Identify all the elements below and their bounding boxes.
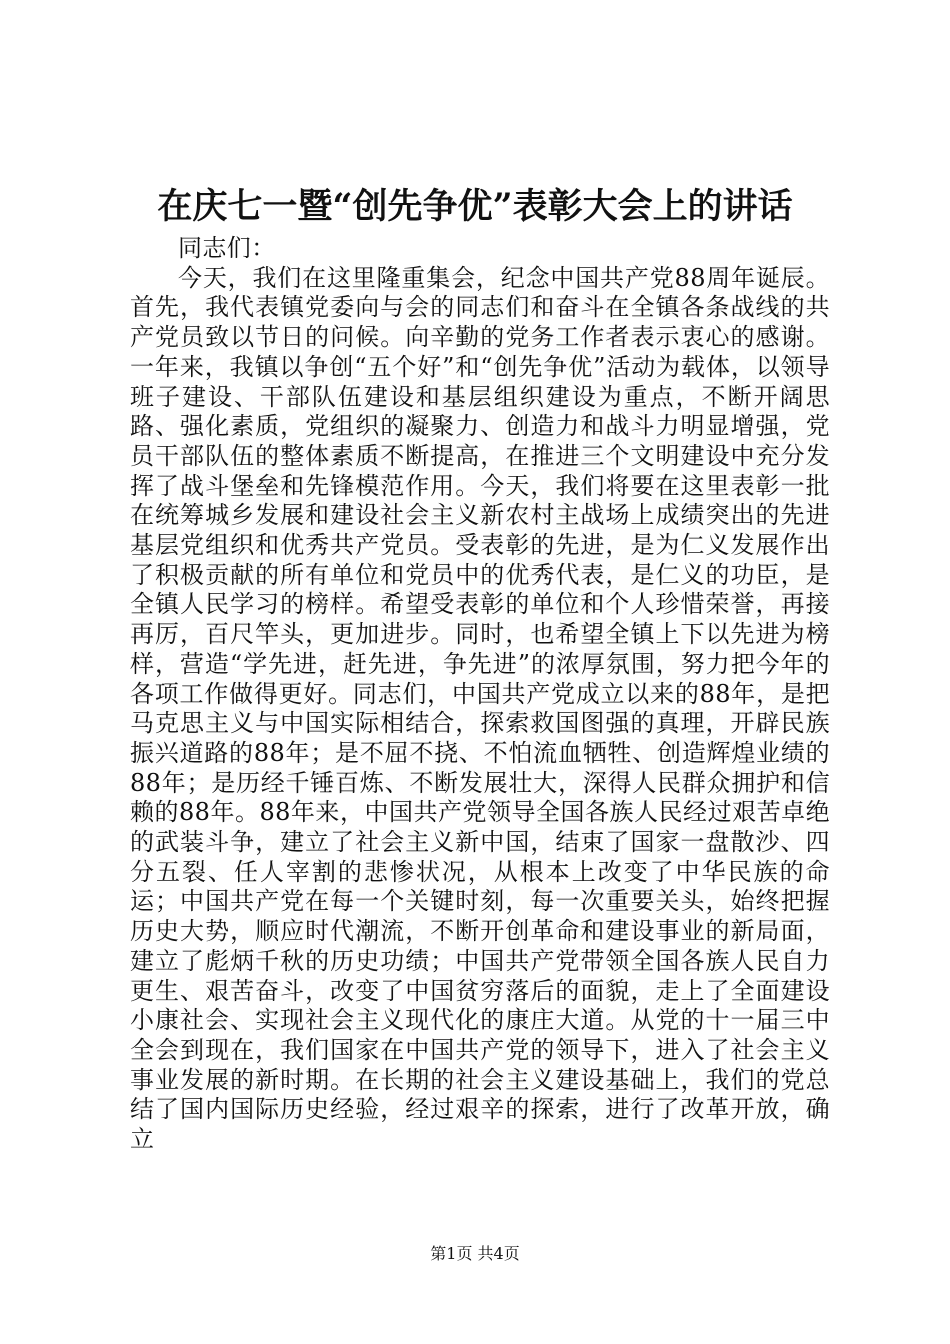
document-title: 在庆七一暨“创先争优”表彰大会上的讲话 bbox=[157, 186, 793, 227]
document-body bbox=[130, 234, 830, 1155]
body-paragraph: 今天，我们在这里隆重集会，纪念中国共产党88周年诞辰。首先，我代表镇党委向与会的同志们和奋斗在全镇各条战线的共产党员致以节日的问候。向辛勤的党务工作者表示衷心的感谢。一年来，我镇以争创“五个好”和“创先争优”活动为载体，以领导班子建设、干部队伍建设和基层组织建设为重点，不断开阔思路、强化素质，党组织的凝聚力、创造力和战斗力明显增强，党员干部队伍的整体素质不断提高，在推进三个文明建设中充分发挥了战斗堡垒和先锋模范作用。今天，我们将要在这里表彰一批在统筹城乡发展和建设社会主义新农村主战场上成绩突出的先进基层党组织和优秀共产党员。受表彰的先进，是为仁义发展作出了积极贡献的所有单位和党员中的优秀代表，是仁义的功臣，是全镇人民学习的榜样。希望受表彰的单位和个人珍惜荣誉，再接再厉，百尺竿头，更加进步。同时，也希望全镇上下以先进为榜样，营造“学先进，赶先进，争先进”的浓厚氛围，努力把今年的各项工作做得更好。同志们，中国共产党成立以来的88年，是把马克思主义与中国实际相结合，探索救国图强的真理，开辟民族振兴道路的88年；是不屈不挠、不怕流血牺牲、创造辉煌业绩的88年；是历经千锤百炼、不断发展壮大，深得人民群众拥护和信赖的88年。88年来，中国共产党领导全国各族人民经过艰苦卓绝的武装斗争，建立了社会主义新中国，结束了国家一盘散沙、四分五裂、任人宰割的悲惨状况，从根本上改变了中华民族的命运；中国共产党在每一个关键时刻，每一次重要关头，始终把握历史大势，顺应时代潮流，不断开创革命和建设事业的新局面，建立了彪炳千秋的历史功绩；中国共产党带领全国各族人民自力更生、艰苦奋斗，改变了中国贫穷落后的面貌，走上了全面建设小康社会、实现社会主义现代化的康庄大道。从党的十一届三中全会到现在，我们国家在中国共产党的领导下，进入了社会主义事业发展的新时期。在长期的社会主义建设基础上，我们的党总结了国内国际历史经验，经过艰辛的探索，进行了改革开放，确立 bbox=[130, 263, 830, 1154]
salutation: 同志们： bbox=[178, 234, 276, 262]
page-footer: 第1页 共4页 bbox=[430, 1244, 520, 1263]
